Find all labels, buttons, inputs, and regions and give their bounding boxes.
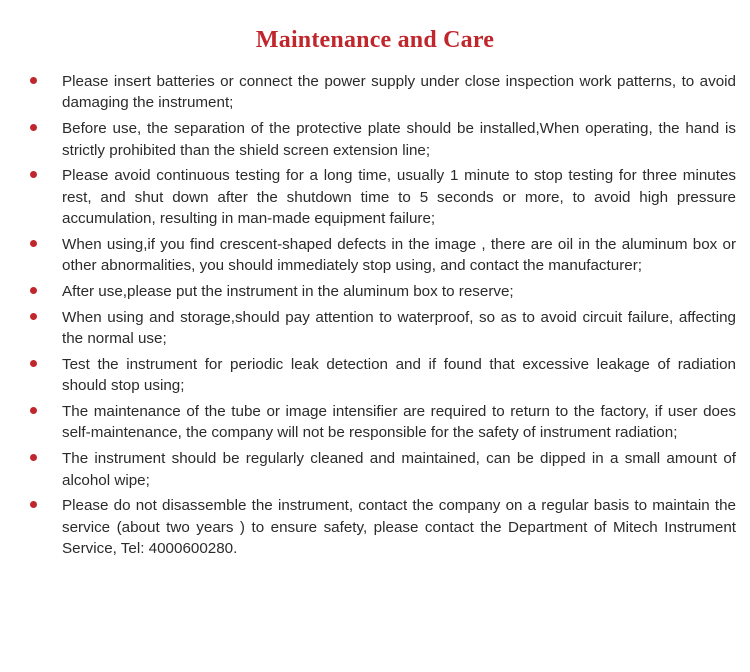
bullet-icon: [30, 77, 37, 84]
list-item-text: Please do not disassemble the instrument, contact the company on a regular basis to maintain the service (about two years ) to ensure safety, please contact the Department of Mitech Instrument Service, Tel: 4000600280.: [62, 497, 736, 558]
list-item-text: The maintenance of the tube or image intensifier are required to return to the factory, if user does self-maintenance, the company will not be responsible for the safety of instrument radiation;: [62, 402, 736, 442]
list-item: [14, 401, 736, 444]
list-item: [14, 71, 736, 114]
page-title: Maintenance and Care: [255, 27, 495, 53]
list-item: [14, 354, 736, 397]
bullet-icon: [30, 287, 37, 294]
list-item: [14, 307, 736, 350]
bullet-icon: [30, 124, 37, 131]
list-item-text: When using,if you find crescent-shaped defects in the image , there are oil in the aluminum box or other abnormalities, you should immediately stop using, and contact the manufacturer;: [62, 235, 736, 275]
bullet-icon: [30, 313, 37, 320]
list-item-text: Please avoid continuous testing for a long time, usually 1 minute to stop testing for three minutes rest, and shut down after the shutdown time to 5 seconds or more, to avoid high pressure accumulation, resulting in man-made equipment failure;: [62, 167, 736, 228]
bullet-icon: [30, 360, 37, 367]
list-item: [14, 165, 736, 230]
list-item: [14, 234, 736, 277]
maintenance-care-list: [14, 71, 736, 560]
list-item: [14, 281, 736, 303]
list-item-text: Test the instrument for periodic leak detection and if found that excessive leakage of radiation should stop using;: [62, 355, 736, 395]
bullet-icon: [30, 240, 37, 247]
list-item-text: Please insert batteries or connect the power supply under close inspection work patterns, to avoid damaging the instrument;: [62, 72, 736, 112]
bullet-icon: [30, 171, 37, 178]
list-item-text: After use,please put the instrument in the aluminum box to reserve;: [62, 283, 514, 300]
list-item-text: Before use, the separation of the protective plate should be installed,When operating, the hand is strictly prohibited than the shield screen extension line;: [62, 119, 736, 159]
list-item: [14, 495, 736, 560]
list-item-text: When using and storage,should pay attention to waterproof, so as to avoid circuit failure, affecting the normal use;: [62, 308, 736, 348]
list-item: [14, 118, 736, 161]
bullet-icon: [30, 407, 37, 414]
list-item: [14, 448, 736, 491]
list-item-text: The instrument should be regularly cleaned and maintained, can be dipped in a small amount of alcohol wipe;: [62, 450, 736, 489]
bullet-icon: [30, 501, 37, 508]
bullet-icon: [30, 454, 37, 461]
